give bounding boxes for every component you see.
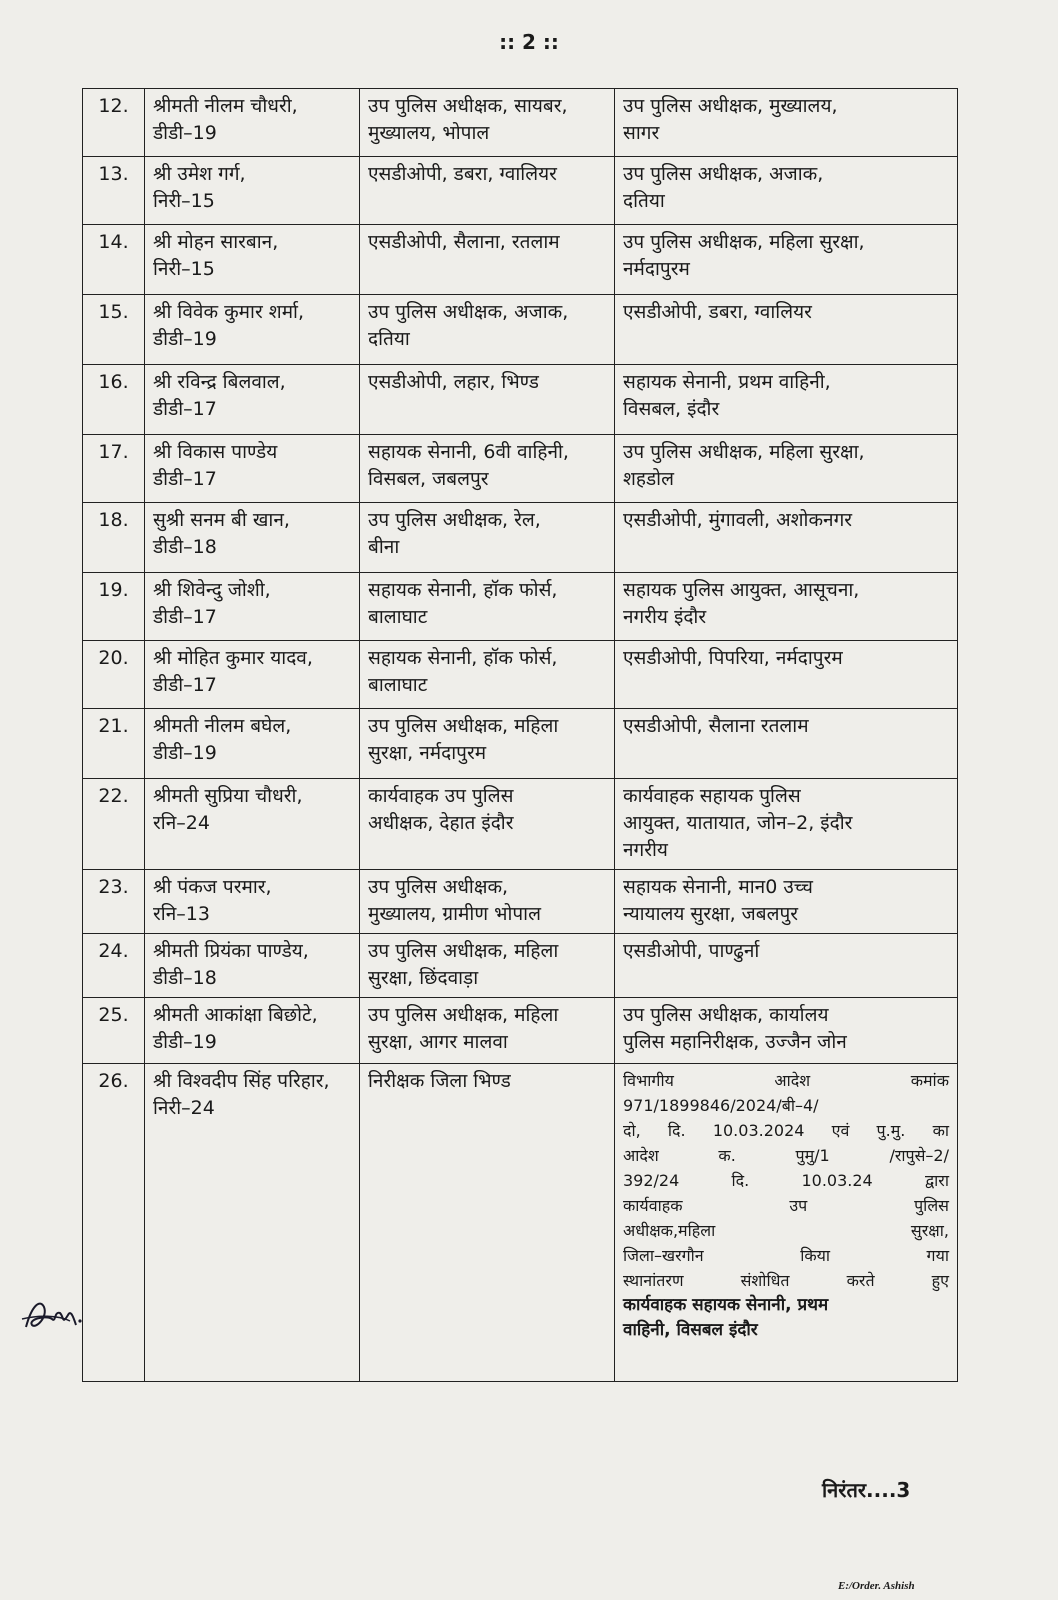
officer-name-cell [145, 157, 360, 225]
order-text-line: कार्यवाहक उप पुलिस [623, 1196, 949, 1215]
table-row [83, 641, 958, 709]
serial-number: 25. [83, 998, 145, 1064]
cell-line: उप पुलिस अधीक्षक, अजाक, [623, 163, 824, 185]
cell-line: निरी–15 [153, 190, 215, 212]
cell-line: कार्यवाहक सहायक पुलिस [623, 785, 801, 807]
table-row [83, 573, 958, 641]
new-posting-cell [615, 998, 958, 1064]
cell-line: डीडी–17 [153, 606, 217, 628]
serial-number: 24. [83, 934, 145, 998]
cell-line: डीडी–18 [153, 967, 217, 989]
cell-line: पुलिस महानिरीक्षक, उज्जैन जोन [623, 1031, 847, 1053]
order-text-line: स्थानांतरण संशोधित करते हुए [623, 1271, 949, 1290]
cell-line: डीडी–18 [153, 536, 217, 558]
cell-line: डीडी–19 [153, 328, 217, 350]
cell-line: सुरक्षा, नर्मदापुरम [368, 742, 487, 764]
cell-line: सुश्री सनम बी खान, [153, 509, 290, 531]
new-posting-cell [615, 709, 958, 779]
table-row [83, 709, 958, 779]
cell-line: श्री पंकज परमार, [153, 876, 272, 898]
order-text-line: 971/1899846/2024/बी–4/ [623, 1096, 819, 1115]
current-posting-cell [360, 573, 615, 641]
file-reference: E:/Order. Ashish [838, 1580, 915, 1592]
serial-number: 22. [83, 779, 145, 870]
current-posting-cell [360, 934, 615, 998]
cell-line: नगरीय इंदौर [623, 606, 707, 628]
new-posting-cell [615, 870, 958, 934]
new-posting-cell [615, 225, 958, 295]
cell-line: डीडी–17 [153, 674, 217, 696]
new-posting-cell [615, 365, 958, 435]
page-number: :: 2 :: [499, 30, 559, 54]
new-posting-cell [615, 1064, 958, 1382]
order-text-line: आदेश क. पुमु/1 /रापुसे–2/ [623, 1146, 949, 1165]
cell-line: डीडी–17 [153, 398, 217, 420]
new-posting-cell [615, 934, 958, 998]
order-text-line: विभागीय आदेश कमांक [623, 1071, 949, 1090]
order-bold-line: कार्यवाहक सहायक सेनानी, प्रथम [623, 1295, 829, 1315]
cell-line: कार्यवाहक उप पुलिस [368, 785, 514, 807]
cell-line: सहायक सेनानी, मान0 उच्च [623, 876, 813, 898]
table-row [83, 225, 958, 295]
cell-line: उप पुलिस अधीक्षक, महिला [368, 715, 559, 737]
current-posting-cell [360, 435, 615, 503]
cell-line: श्रीमती सुप्रिया चौधरी, [153, 785, 303, 807]
new-posting-cell [615, 157, 958, 225]
cell-line: आयुक्त, यातायात, जोन–2, इंदौर [623, 812, 853, 834]
new-posting-cell [615, 435, 958, 503]
serial-number: 17. [83, 435, 145, 503]
cell-line: दतिया [368, 328, 410, 350]
serial-number: 18. [83, 503, 145, 573]
cell-line: एसडीओपी, सैलाना, रतलाम [368, 231, 560, 253]
cell-line: शहडोल [623, 468, 674, 490]
cell-line: उप पुलिस अधीक्षक, मुख्यालय, [623, 95, 838, 117]
table-row [83, 435, 958, 503]
transfer-table [82, 88, 958, 1382]
cell-line: एसडीओपी, पिपरिया, नर्मदापुरम [623, 647, 843, 669]
serial-number: 19. [83, 573, 145, 641]
new-posting-cell [615, 89, 958, 157]
table-row [83, 870, 958, 934]
serial-number: 14. [83, 225, 145, 295]
officer-name-cell [145, 641, 360, 709]
order-text-line: जिला–खरगौन किया गया [623, 1246, 949, 1265]
officer-name-cell [145, 934, 360, 998]
officer-name-cell [145, 870, 360, 934]
cell-line: उप पुलिस अधीक्षक, महिला [368, 1004, 559, 1026]
cell-line: उप पुलिस अधीक्षक, सायबर, [368, 95, 568, 117]
officer-name-cell [145, 89, 360, 157]
officer-name-cell [145, 998, 360, 1064]
table-row [83, 157, 958, 225]
officer-name-cell [145, 435, 360, 503]
serial-number: 15. [83, 295, 145, 365]
table-row [83, 779, 958, 870]
serial-number: 21. [83, 709, 145, 779]
cell-line: श्रीमती आकांक्षा बिछोटे, [153, 1004, 318, 1026]
current-posting-cell [360, 295, 615, 365]
officer-name-cell [145, 225, 360, 295]
table-row [83, 998, 958, 1064]
officer-name-cell [145, 503, 360, 573]
cell-line: श्री शिवेन्दु जोशी, [153, 579, 271, 601]
cell-line: उप पुलिस अधीक्षक, रेल, [368, 509, 541, 531]
serial-number: 13. [83, 157, 145, 225]
current-posting-cell [360, 503, 615, 573]
new-posting-cell [615, 641, 958, 709]
cell-line: एसडीओपी, लहार, भिण्ड [368, 371, 539, 393]
cell-line: श्री विकास पाण्डेय [153, 441, 278, 463]
cell-line: रनि–13 [153, 903, 210, 925]
new-posting-cell [615, 295, 958, 365]
officer-name-cell [145, 709, 360, 779]
current-posting-cell [360, 1064, 615, 1382]
cell-line: विसबल, जबलपुर [368, 468, 489, 490]
signature [18, 1285, 88, 1345]
cell-line: बालाघाट [368, 674, 428, 696]
cell-line: श्री विवेक कुमार शर्मा, [153, 301, 305, 323]
officer-name-cell [145, 295, 360, 365]
cell-line: सहायक सेनानी, हॉक फोर्स, [368, 647, 558, 669]
cell-line: श्री विश्वदीप सिंह परिहार, [153, 1070, 330, 1092]
cell-line: एसडीओपी, सैलाना रतलाम [623, 715, 809, 737]
cell-line: उप पुलिस अधीक्षक, अजाक, [368, 301, 569, 323]
cell-line: श्री रविन्द्र बिलवाल, [153, 371, 286, 393]
officer-name-cell [145, 779, 360, 870]
cell-line: सहायक सेनानी, हॉक फोर्स, [368, 579, 558, 601]
cell-line: सहायक सेनानी, प्रथम वाहिनी, [623, 371, 831, 393]
serial-number: 26. [83, 1064, 145, 1382]
order-text-line: दो, दि. 10.03.2024 एवं पु.मु. का [623, 1121, 949, 1140]
table-row [83, 89, 958, 157]
serial-number: 16. [83, 365, 145, 435]
table-row [83, 503, 958, 573]
cell-line: मुख्यालय, भोपाल [368, 122, 490, 144]
cell-line: उप पुलिस अधीक्षक, महिला [368, 940, 559, 962]
serial-number: 20. [83, 641, 145, 709]
current-posting-cell [360, 779, 615, 870]
cell-line: एसडीओपी, डबरा, ग्वालियर [368, 163, 557, 185]
cell-line: निरी–15 [153, 258, 215, 280]
cell-line: उप पुलिस अधीक्षक, महिला सुरक्षा, [623, 441, 865, 463]
current-posting-cell [360, 365, 615, 435]
cell-line: डीडी–19 [153, 742, 217, 764]
cell-line: रनि–24 [153, 812, 210, 834]
cell-line: सुरक्षा, आगर मालवा [368, 1031, 508, 1053]
cell-line: एसडीओपी, मुंगावली, अशोकनगर [623, 509, 853, 531]
cell-line: दतिया [623, 190, 665, 212]
new-posting-cell [615, 779, 958, 870]
cell-line: नगरीय [623, 839, 668, 861]
current-posting-cell [360, 89, 615, 157]
cell-line: सागर [623, 122, 660, 144]
cell-line: श्री उमेश गर्ग, [153, 163, 246, 185]
cell-line: निरीक्षक जिला भिण्ड [368, 1070, 511, 1092]
table-row [83, 365, 958, 435]
cell-line: उप पुलिस अधीक्षक, [368, 876, 509, 898]
current-posting-cell [360, 709, 615, 779]
new-posting-cell [615, 503, 958, 573]
officer-name-cell [145, 365, 360, 435]
serial-number: 23. [83, 870, 145, 934]
table-row [83, 295, 958, 365]
cell-line: सुरक्षा, छिंदवाड़ा [368, 967, 479, 989]
new-posting-cell [615, 573, 958, 641]
cell-line: श्रीमती नीलम बघेल, [153, 715, 292, 737]
cell-line: एसडीओपी, पाण्ढुर्ना [623, 940, 760, 962]
cell-line: बालाघाट [368, 606, 428, 628]
cell-line: श्री मोहन सारबान, [153, 231, 279, 253]
cell-line: सहायक सेनानी, 6वी वाहिनी, [368, 441, 569, 463]
officer-name-cell [145, 1064, 360, 1382]
cell-line: अधीक्षक, देहात इंदौर [368, 812, 514, 834]
officer-name-cell [145, 573, 360, 641]
cell-line: न्यायालय सुरक्षा, जबलपुर [623, 903, 799, 925]
order-text-line: 392/24 दि. 10.03.24 द्वारा [623, 1171, 949, 1190]
cell-line: विसबल, इंदौर [623, 398, 720, 420]
cell-line: डीडी–19 [153, 1031, 217, 1053]
current-posting-cell [360, 157, 615, 225]
table-body [83, 89, 958, 1382]
cell-line: नर्मदापुरम [623, 258, 690, 280]
cell-line: मुख्यालय, ग्रामीण भोपाल [368, 903, 541, 925]
cell-line: उप पुलिस अधीक्षक, कार्यालय [623, 1004, 829, 1026]
order-bold-line: वाहिनी, विसबल इंदौर [623, 1320, 758, 1340]
table-row [83, 934, 958, 998]
cell-line: एसडीओपी, डबरा, ग्वालियर [623, 301, 812, 323]
current-posting-cell [360, 998, 615, 1064]
current-posting-cell [360, 225, 615, 295]
cell-line: डीडी–17 [153, 468, 217, 490]
cell-line: उप पुलिस अधीक्षक, महिला सुरक्षा, [623, 231, 865, 253]
cell-line: श्रीमती प्रियंका पाण्डेय, [153, 940, 309, 962]
order-text-line: अधीक्षक,महिला सुरक्षा, [623, 1221, 949, 1240]
cell-line: निरी–24 [153, 1097, 215, 1119]
cell-line: डीडी–19 [153, 122, 217, 144]
cell-line: श्रीमती नीलम चौधरी, [153, 95, 298, 117]
table-row [83, 1064, 958, 1382]
cell-line: सहायक पुलिस आयुक्त, आसूचना, [623, 579, 860, 601]
continued-note: निरंतर....3 [822, 1478, 911, 1502]
current-posting-cell [360, 870, 615, 934]
cell-line: बीना [368, 536, 400, 558]
serial-number: 12. [83, 89, 145, 157]
cell-line: श्री मोहित कुमार यादव, [153, 647, 313, 669]
current-posting-cell [360, 641, 615, 709]
